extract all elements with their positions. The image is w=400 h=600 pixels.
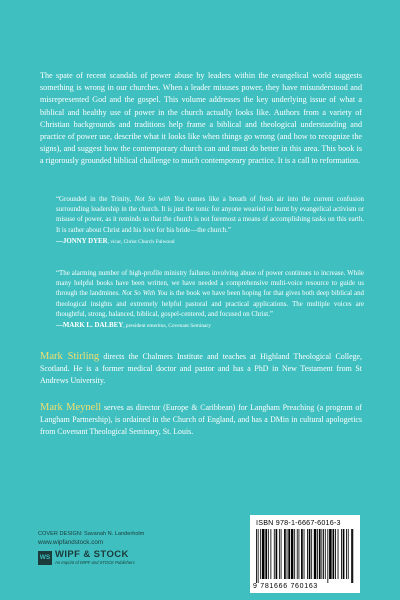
author-name: Mark Stirling [40, 351, 100, 362]
publisher-logo-icon: WS [38, 551, 52, 565]
barcode-bar [276, 529, 278, 579]
barcode-bar [270, 529, 271, 579]
barcode-bar [335, 529, 336, 579]
barcode-bar [311, 529, 312, 579]
cover-credits [38, 531, 144, 546]
author-bio [40, 351, 362, 388]
quote-text: “The alarming number of high-profile ministry failures involving abuse of power continues to increase. While many helpful books have been written, we have needed a comprehensive multi-voice resource to guide us through the landmines. [56, 270, 364, 298]
quote-book-title: Not So with You [134, 196, 185, 203]
barcode-bar [268, 529, 269, 579]
barcode-bar [346, 529, 347, 579]
isbn-number: ISBN 978-1-6667-6016-3 [256, 518, 341, 527]
publisher-logo [38, 550, 135, 565]
barcode-bar [321, 529, 322, 579]
barcode-bar [258, 529, 259, 583]
barcode-bar [260, 529, 261, 579]
barcode-icon [256, 529, 354, 583]
barcode-bar [341, 529, 342, 579]
barcode-bar [309, 529, 311, 579]
barcode-bar [351, 529, 353, 583]
barcode-bar [329, 529, 332, 579]
quote-attribution [56, 321, 364, 331]
barcode-bar [343, 529, 345, 579]
barcode-bar [304, 529, 305, 579]
barcode-bar [307, 529, 308, 579]
endorsement-quote [56, 195, 364, 247]
isbn-barcode [250, 515, 360, 593]
publisher-name: WIPF & STOCK [55, 549, 129, 560]
barcode-digits: 9 781666 760163 [253, 583, 318, 590]
barcode-bar [319, 529, 321, 579]
author-bio-text: directs the Chalmers Institute and teaches at Highland Theological College, Scotland. He is a former medical doctor and pastor and has a PhD in New Testament from St Andrews University. [40, 352, 362, 386]
barcode-bar [291, 529, 294, 579]
barcode-bar [265, 529, 267, 579]
quote-text: comes like a breath of fresh air into the current confusion surrounding leadership in the church. It is just the tonic for anyone wearied or burnt by evangelical activism or misuse of power, as it reminds us that the church is not foremost a means of accomplishing tasks on this earth. It is rather about Christ and his love for his bride—the church.” [56, 196, 364, 234]
barcode-bar [279, 529, 280, 579]
endorsement-quote [56, 269, 364, 331]
barcode-bar [338, 529, 339, 579]
quote-book-title: Not So With You [121, 290, 168, 298]
barcode-bar [299, 529, 300, 579]
author-bio-text: serves as director (Europe & Caribbean) for Langham Preaching (a program of Langham Partnership), is ordained in the Church of England, and has a DMin in cultural apologetics from Covenant Theological Seminary, St. Louis. [40, 403, 362, 437]
barcode-bar [314, 529, 317, 579]
endorser-role: , president emeritus, Covenant Seminary [123, 323, 211, 330]
barcode-bar [323, 529, 324, 579]
publisher-website: www.wipfandstock.com [38, 538, 104, 546]
barcode-bar [317, 529, 318, 579]
endorser-name: —MARK L. DALBEY [56, 322, 124, 330]
author-name: Mark Meynell [40, 402, 102, 413]
barcode-bar [287, 529, 288, 579]
barcode-bar [325, 529, 326, 579]
barcode-bar [327, 529, 328, 583]
book-description: The spate of recent scandals of power abuse by leaders within the evangelical world suggests something is wrong in our churches. When a leader misuses power, they have misunderstood and misrepresented God and the gospel. This volume addresses the key underlying issue of what a biblical and healthy use of power in the church actually looks like. Authors from a variety of Christian backgrounds and traditions help frame a biblical and theological understanding and practice of power use, describe what it looks like when things go wrong (and how to recognize the signs), and suggest how the contemporary church can and must do better in this area. This book is a rigorously grounded biblical challenge to much contemporary practice. It is a call to reformation. [40, 71, 362, 166]
cover-design-credit: COVER DESIGN: Savanah N. Landerholm [38, 531, 145, 537]
author-bio [40, 402, 362, 439]
barcode-bar [348, 529, 349, 579]
barcode-bar [281, 529, 282, 579]
barcode-bar [288, 529, 290, 579]
quote-text: is the book we have been hoping for that gives both deep biblical and theological insights and extremely helpful pastoral and practical applications. The multiple voices are thoughtful, strong, balanced, biblical, gospel-centered, and focused on Christ.” [56, 290, 364, 318]
quote-attribution [56, 237, 364, 247]
publisher-tagline: An Imprint of WIPF and STOCK Publishers [55, 560, 135, 565]
quote-text: “Grounded in the Trinity, [56, 196, 135, 203]
barcode-bar [333, 529, 335, 579]
barcode-bar [301, 529, 303, 579]
endorser-name: —JONNY DYER [56, 237, 108, 245]
barcode-bar [294, 529, 295, 579]
endorser-role: , vicar, Christ Church Fulwood [107, 238, 175, 245]
barcode-bar [284, 529, 286, 579]
barcode-bar [256, 529, 257, 583]
barcode-bar [297, 529, 298, 579]
barcode-bar [274, 529, 275, 579]
barcode-bar [262, 529, 265, 579]
